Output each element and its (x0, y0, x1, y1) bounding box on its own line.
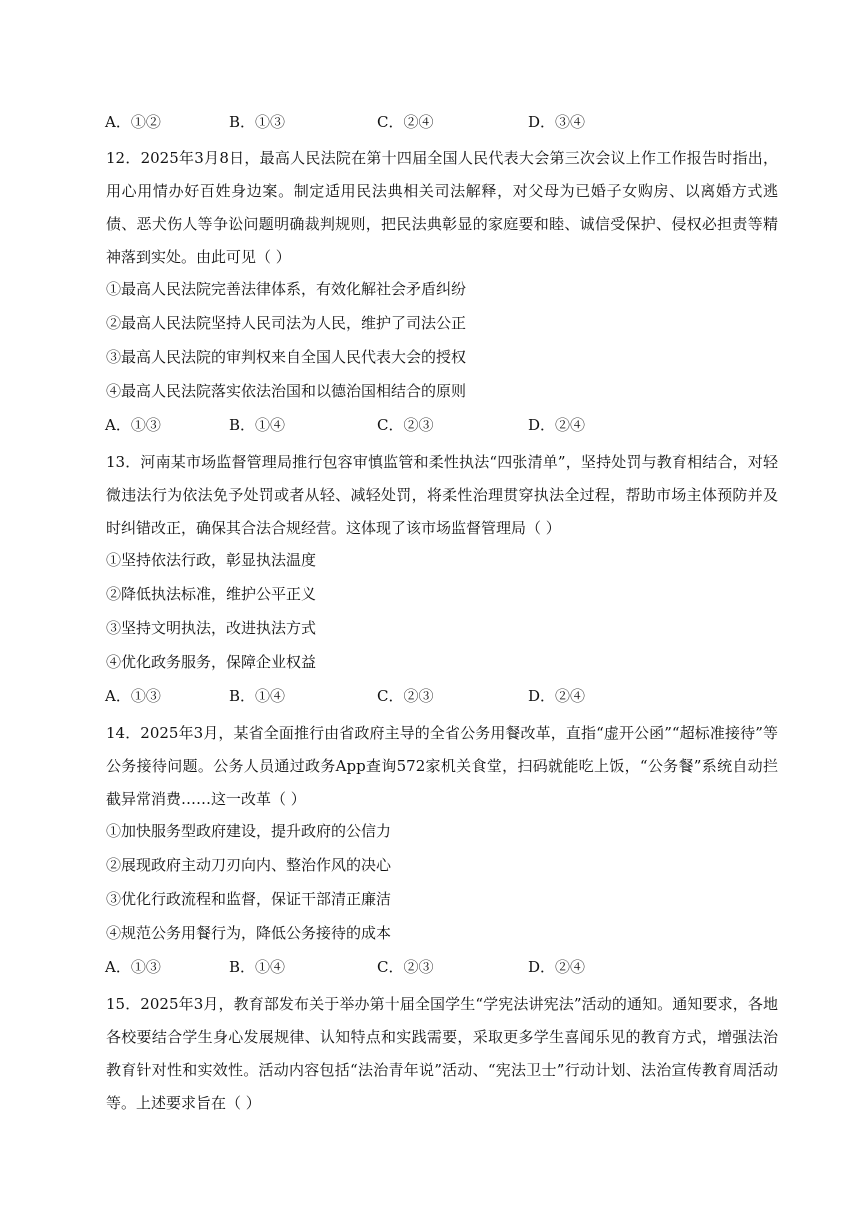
q14-option-b[interactable]: B．①④ (229, 958, 286, 976)
q11-option-d[interactable]: D．③④ (528, 113, 586, 131)
q12-statement-2: ②最高人民法院坚持人民司法为人民，维护了司法公正 (106, 314, 467, 332)
q14-statement-3: ③优化行政流程和监督，保证干部清正廉洁 (106, 890, 392, 908)
q11-option-c[interactable]: C．②④ (377, 113, 434, 131)
q13-option-d[interactable]: D．②④ (528, 687, 586, 705)
q12-stem: 12．2025年3月8日，最高人民法院在第十四届全国人民代表大会第三次会议上作工作报告时指出，用心用情办好百姓身边案。制定适用民法典相关司法解释，对父母为已婚子女购房、以离婚方式逃债、恶犬伤人等争讼问题明确裁判规则，把民法典彰显的家庭要和睦、诚信受保护、侵权必担责等精神落到实处。由此可见（ ） (106, 149, 778, 266)
q14-stem: 14．2025年3月，某省全面推行由省政府主导的全省公务用餐改革，直指“虚开公函”“超标准接待”等公务接待问题。公务人员通过政务App查询572家机关食堂，扫码就能吃上饭，“公务餐”系统自动拦截异常消费……这一改革（ ） (106, 724, 778, 808)
q12-options (0, 413, 860, 437)
q14-options (0, 955, 860, 979)
q13-statement-4: ④优化政务服务，保障企业权益 (106, 653, 317, 671)
q12-statement-1: ①最高人民法院完善法律体系，有效化解社会矛盾纠纷 (106, 280, 467, 298)
q12-statement-3: ③最高人民法院的审判权来自全国人民代表大会的授权 (106, 348, 467, 366)
q13-option-a[interactable]: A．①③ (105, 687, 161, 705)
q14-statement-1: ①加快服务型政府建设，提升政府的公信力 (106, 822, 392, 840)
q12-option-a[interactable]: A．①③ (105, 416, 161, 434)
q13-option-c[interactable]: C．②③ (377, 687, 434, 705)
q11-options (0, 110, 860, 134)
q13-option-b[interactable]: B．①④ (229, 687, 286, 705)
q14-statement-2: ②展现政府主动刀刃向内、整治作风的决心 (106, 856, 392, 874)
q12-statement-4: ④最高人民法院落实依法治国和以德治国相结合的原则 (106, 382, 467, 400)
q13-statement-3: ③坚持文明执法，改进执法方式 (106, 619, 317, 637)
q11-option-b[interactable]: B．①③ (229, 113, 286, 131)
q11-option-a[interactable]: A．①② (105, 113, 161, 131)
q15-stem: 15．2025年3月，教育部发布关于举办第十届全国学生“学宪法讲宪法”活动的通知。通知要求，各地各校要结合学生身心发展规律、认知特点和实践需要，采取更多学生喜闻乐见的教育方式，增强法治教育针对性和实效性。活动内容包括“法治青年说”活动、“宪法卫士”行动计划、法治宣传教育周活动等。上述要求旨在（ ） (106, 995, 778, 1112)
q12-option-b[interactable]: B．①④ (229, 416, 286, 434)
q14-option-a[interactable]: A．①③ (105, 958, 161, 976)
q12-option-d[interactable]: D．②④ (528, 416, 586, 434)
q13-stem: 13．河南某市场监督管理局推行包容审慎监管和柔性执法“四张清单”，坚持处罚与教育相结合，对轻微违法行为依法免予处罚或者从轻、减轻处罚，将柔性治理贯穿执法全过程，帮助市场主体预防并及时纠错改正，确保其合法合规经营。这体现了该市场监督管理局（ ） (106, 453, 778, 537)
q13-statement-2: ②降低执法标准，维护公平正义 (106, 585, 317, 603)
q12-option-c[interactable]: C．②③ (377, 416, 434, 434)
q14-statement-4: ④规范公务用餐行为，降低公务接待的成本 (106, 924, 392, 942)
q14-option-c[interactable]: C．②③ (377, 958, 434, 976)
q13-options (0, 684, 860, 708)
q14-option-d[interactable]: D．②④ (528, 958, 586, 976)
q13-statement-1: ①坚持依法行政，彰显执法温度 (106, 551, 317, 569)
